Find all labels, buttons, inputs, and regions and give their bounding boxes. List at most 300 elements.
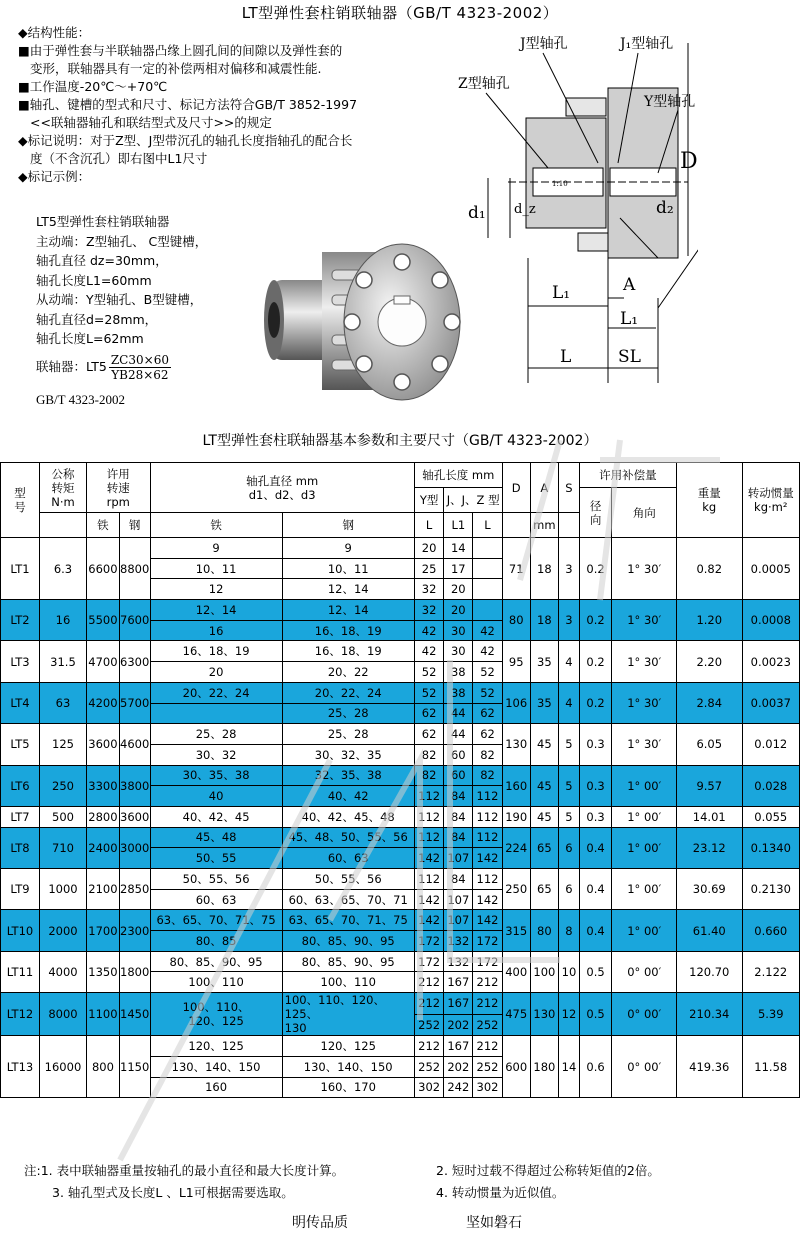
header-L1: L1 [444, 513, 473, 538]
cell-length-L1: 107 [444, 910, 473, 931]
cell-diam-steel: 25、28 [282, 703, 414, 724]
table-row [1, 827, 800, 848]
cell-diam-steel: 16、18、19 [282, 620, 414, 641]
cell-length-L2: 252 [473, 1056, 503, 1077]
cell-length-L1: 107 [444, 889, 473, 910]
cell-speed-iron: 2800 [87, 806, 120, 827]
features-line: ■轴孔、键槽的型式和尺寸、标记方法符合GB/T 3852-1997 [18, 97, 358, 112]
marking-top: ZC30×60 [110, 352, 169, 367]
header-weight [676, 463, 742, 538]
cell-speed-iron: 1100 [87, 993, 120, 1036]
cell-torque: 250 [39, 765, 86, 806]
cell-length-L: 252 [414, 1056, 444, 1077]
cell-length-L: 142 [414, 848, 444, 869]
label-A: A [623, 275, 636, 295]
cell-diam-steel: 160、170 [282, 1077, 414, 1098]
footer-slogan-left: 明传品质 [292, 1215, 348, 1231]
cell-angular: 0° 00′ [612, 1036, 677, 1098]
cell-speed-steel: 3800 [119, 765, 150, 806]
cell-diam-iron: 50、55、56 [150, 869, 282, 890]
label-j-bore: J型轴孔 [520, 36, 568, 52]
cell-model: LT6 [1, 765, 40, 806]
cell-length-L: 82 [414, 744, 444, 765]
cell-length-L2: 52 [473, 682, 503, 703]
cell-inertia: 0.0008 [742, 600, 799, 641]
cell-length-L1: 107 [444, 848, 473, 869]
cell-angular: 1° 30′ [612, 682, 677, 723]
cell-radial: 0.3 [579, 724, 612, 765]
cell-angular: 1° 00′ [612, 869, 677, 910]
header-bore-length: 轴孔长度 mm [414, 463, 502, 488]
cell-weight: 120.70 [676, 951, 742, 992]
cell-diam-iron: 100、110 [150, 972, 282, 993]
cell-length-L2: 172 [473, 951, 503, 972]
cell-S: 5 [559, 724, 579, 765]
header-diam-steel: 钢 [282, 513, 414, 538]
label-L1-a: L₁ [552, 283, 571, 303]
cell-angular: 1° 30′ [612, 641, 677, 682]
cell-weight: 0.82 [676, 538, 742, 600]
label-z-bore: Z型轴孔 [458, 76, 510, 92]
label-d2: d₂ [656, 198, 674, 218]
cell-A: 180 [530, 1036, 559, 1098]
cell-radial: 0.2 [579, 538, 612, 600]
table-title: LT型弹性套柱联轴器基本参数和主要尺寸（GB/T 4323-2002） [202, 433, 598, 449]
cell-diam-iron: 9 [150, 538, 282, 559]
cell-length-L2: 62 [473, 724, 503, 745]
cell-radial: 0.2 [579, 682, 612, 723]
cell-speed-iron: 4700 [87, 641, 120, 682]
cell-inertia: 0.0005 [742, 538, 799, 600]
cell-D: 250 [502, 869, 530, 910]
footer-slogan-right: 坚如磐石 [466, 1215, 522, 1231]
cell-length-L: 112 [414, 786, 444, 807]
standard-code: GB/T 4323-2002 [36, 392, 125, 407]
header-inertia-label: 转动惯量 [747, 486, 794, 500]
header-weight-label: 重量 [697, 486, 721, 500]
features-line: 度（不含沉孔）即右图中L1尺寸 [30, 151, 208, 166]
label-SL: SL [618, 347, 641, 367]
cell-diam-iron: 130、140、150 [150, 1056, 282, 1077]
cell-diam-iron: 25、28 [150, 724, 282, 745]
cell-radial: 0.4 [579, 910, 612, 951]
note-1: 注:1. 表中联轴器重量按轴孔的最小直径和最大长度计算。 [24, 1163, 345, 1178]
example-line: 轴孔直径d=28mm， [36, 311, 158, 327]
cell-S: 5 [559, 765, 579, 806]
cell-diam-steel: 45、48、50、55、56 [282, 827, 414, 848]
cell-angular: 1° 30′ [612, 538, 677, 600]
marking-bottom: YB28×62 [111, 367, 169, 382]
cell-model: LT8 [1, 827, 40, 868]
cell-length-L1: 17 [444, 558, 473, 579]
cell-length-L: 142 [414, 910, 444, 931]
header-radial [579, 488, 612, 538]
cell-diam-steel: 100、110 [282, 972, 414, 993]
cell-length-L2: 172 [473, 931, 503, 952]
cell-diam-steel: 80、85、90、95 [282, 951, 414, 972]
cell-speed-iron: 4200 [87, 682, 120, 723]
cell-length-L1: 84 [444, 806, 473, 827]
cell-inertia: 0.055 [742, 806, 799, 827]
features-line: ■由于弹性套与半联轴器凸缘上圆孔间的间隙以及弹性套的 [18, 43, 343, 58]
cell-length-L: 82 [414, 765, 444, 786]
cell-A: 45 [530, 724, 559, 765]
cell-speed-iron: 1350 [87, 951, 120, 992]
cell-A: 130 [530, 993, 559, 1036]
header-y-type: Y型 [414, 488, 444, 513]
cell-diam-iron: 10、11 [150, 558, 282, 579]
cell-torque: 710 [39, 827, 86, 868]
cell-A: 35 [530, 641, 559, 682]
cell-torque: 125 [39, 724, 86, 765]
features-line: ◆标记示例： [18, 169, 91, 184]
cell-radial: 0.3 [579, 806, 612, 827]
cell-diam-steel: 12、14 [282, 600, 414, 621]
cell-weight: 6.05 [676, 724, 742, 765]
cell-speed-steel: 3600 [119, 806, 150, 827]
cell-length-L2: 112 [473, 869, 503, 890]
cell-weight: 2.20 [676, 641, 742, 682]
cell-speed-steel: 7600 [119, 600, 150, 641]
header-L: L [414, 513, 444, 538]
example-line: 轴孔长度L1=60mm [36, 272, 152, 288]
table-row [1, 869, 800, 890]
cell-D: 190 [502, 806, 530, 827]
cell-diam-iron: 12 [150, 579, 282, 600]
cell-length-L: 62 [414, 724, 444, 745]
label-L1-b: L₁ [620, 309, 639, 329]
header-model [1, 463, 40, 538]
cell-speed-iron: 3600 [87, 724, 120, 765]
note-4: 4. 转动惯量为近似值。 [436, 1185, 565, 1200]
cell-length-L: 42 [414, 641, 444, 662]
cell-weight: 2.84 [676, 682, 742, 723]
cell-length-L2: 142 [473, 889, 503, 910]
header-jz-type: J、J、Z 型 [444, 488, 502, 513]
cell-diam-steel: 130、140、150 [282, 1056, 414, 1077]
cell-diam-iron: 80、85 [150, 931, 282, 952]
notes-row [24, 1182, 784, 1204]
cell-diam-steel: 63、65、70、71、75 [282, 910, 414, 931]
example-line: LT5型弹性套柱销联轴器 [36, 214, 170, 229]
cell-speed-steel: 2300 [119, 910, 150, 951]
cell-length-L: 302 [414, 1077, 444, 1098]
cell-length-L: 62 [414, 703, 444, 724]
cell-length-L2: 112 [473, 786, 503, 807]
cell-diam-steel: 40、42、45、48 [282, 806, 414, 827]
cell-length-L1: 60 [444, 765, 473, 786]
cell-diam-steel: 10、11 [282, 558, 414, 579]
header-A-unit: mm [530, 513, 559, 538]
cell-diam-steel: 12、14 [282, 579, 414, 600]
cell-length-L: 212 [414, 972, 444, 993]
features-line: ◆标记说明：对于Z型、J型带沉孔的轴孔长度指轴孔的配合长 [18, 133, 353, 148]
header-compensation: 许用补偿量 [579, 463, 676, 488]
cell-diam-steel: 60、63 [282, 848, 414, 869]
cell-length-L1: 60 [444, 744, 473, 765]
cell-S: 12 [559, 993, 579, 1036]
note-2: 2. 短时过载不得超过公称转矩值的2倍。 [436, 1163, 660, 1178]
label-y-bore: Y型轴孔 [644, 94, 696, 110]
header-torque-label: 公称转矩 [51, 466, 75, 495]
cell-length-L: 112 [414, 827, 444, 848]
cell-length-L1: 167 [444, 972, 473, 993]
cell-model: LT13 [1, 1036, 40, 1098]
cell-length-L: 52 [414, 662, 444, 683]
notes-row [24, 1160, 784, 1182]
coupling-section-drawing [448, 28, 698, 388]
cell-D: 475 [502, 993, 530, 1036]
cell-A: 18 [530, 538, 559, 600]
cell-diam-iron: 12、14 [150, 600, 282, 621]
cell-angular: 1° 00′ [612, 827, 677, 868]
cell-speed-steel: 6300 [119, 641, 150, 682]
cell-A: 18 [530, 600, 559, 641]
header-inertia-unit: kg·m² [754, 500, 788, 514]
cell-speed-iron: 3300 [87, 765, 120, 806]
table-row [1, 600, 800, 621]
cell-inertia: 5.39 [742, 993, 799, 1036]
header-speed-steel: 钢 [119, 513, 150, 538]
cell-radial: 0.4 [579, 827, 612, 868]
label-L: L [560, 347, 572, 367]
cell-weight: 9.57 [676, 765, 742, 806]
cell-S: 3 [559, 538, 579, 600]
cell-diam-iron: 16 [150, 620, 282, 641]
cell-length-L1: 132 [444, 951, 473, 972]
cell-length-L1: 167 [444, 993, 473, 1015]
cell-speed-iron: 1700 [87, 910, 120, 951]
cell-diam-steel: 40、42 [282, 786, 414, 807]
cell-model: LT4 [1, 682, 40, 723]
cell-length-L: 112 [414, 806, 444, 827]
cell-angular: 1° 30′ [612, 600, 677, 641]
header-bore-diameter-label: 轴孔直径 mm [246, 473, 319, 488]
cell-length-L2: 62 [473, 703, 503, 724]
table-row [1, 910, 800, 931]
cell-length-L2: 112 [473, 827, 503, 848]
cell-diam-steel: 100、110、120、125、 130 [282, 993, 414, 1036]
cell-diam-iron: 63、65、70、71、75 [150, 910, 282, 931]
cell-diam-iron: 20 [150, 662, 282, 683]
cell-diam-steel: 60、63、65、70、71 [282, 889, 414, 910]
cell-length-L2: 82 [473, 744, 503, 765]
cell-radial: 0.3 [579, 765, 612, 806]
cell-diam-iron: 100、110、 120、125 [150, 993, 282, 1036]
cell-length-L1: 84 [444, 827, 473, 848]
cell-length-L: 112 [414, 869, 444, 890]
header-L2: L [473, 513, 503, 538]
cell-length-L2: 212 [473, 972, 503, 993]
header-radial-label: 径向 [589, 498, 602, 527]
cell-D: 400 [502, 951, 530, 992]
cell-model: LT5 [1, 724, 40, 765]
cell-model: LT12 [1, 993, 40, 1036]
cell-S: 10 [559, 951, 579, 992]
cell-diam-steel: 50、55、56 [282, 869, 414, 890]
cell-length-L1: 44 [444, 703, 473, 724]
cell-angular: 1° 30′ [612, 724, 677, 765]
example-line: 从动端：Y型轴孔、B型键槽， [36, 292, 203, 307]
cell-D: 130 [502, 724, 530, 765]
cell-length-L2: 302 [473, 1077, 503, 1098]
cell-length-L2: 142 [473, 848, 503, 869]
cell-angular: 0° 00′ [612, 951, 677, 992]
cell-inertia: 0.0037 [742, 682, 799, 723]
cell-weight: 61.40 [676, 910, 742, 951]
cell-speed-iron: 2400 [87, 827, 120, 868]
header-speed-label: 许用转速 [106, 466, 130, 495]
cell-inertia: 0.1340 [742, 827, 799, 868]
cell-S: 8 [559, 910, 579, 951]
cell-weight: 14.01 [676, 806, 742, 827]
cell-torque: 6.3 [39, 538, 86, 600]
cell-diam-steel: 80、85、90、95 [282, 931, 414, 952]
cell-torque: 4000 [39, 951, 86, 992]
cell-torque: 31.5 [39, 641, 86, 682]
header-S: S [559, 463, 579, 513]
label-D: D [680, 149, 698, 174]
cell-A: 35 [530, 682, 559, 723]
features-block [18, 24, 438, 186]
cell-radial: 0.2 [579, 600, 612, 641]
cell-length-L1: 44 [444, 724, 473, 745]
cell-speed-iron: 5500 [87, 600, 120, 641]
cell-model: LT3 [1, 641, 40, 682]
cell-diam-iron [150, 703, 282, 724]
header-torque-unit: N·m [51, 494, 75, 509]
cell-length-L1: 132 [444, 931, 473, 952]
marking-fraction [109, 353, 171, 382]
cell-S: 6 [559, 827, 579, 868]
marking-formula [36, 353, 276, 382]
header-D-blank [502, 513, 530, 538]
cell-length-L2: 52 [473, 662, 503, 683]
cell-length-L2: 212 [473, 1036, 503, 1057]
cell-diam-iron: 40 [150, 786, 282, 807]
cell-length-L: 172 [414, 951, 444, 972]
cell-inertia: 0.660 [742, 910, 799, 951]
cell-model: LT2 [1, 600, 40, 641]
cell-speed-steel: 1150 [119, 1036, 150, 1098]
cell-length-L1: 30 [444, 641, 473, 662]
cell-diam-iron: 30、35、38 [150, 765, 282, 786]
header-speed [87, 463, 150, 513]
cell-length-L1: 38 [444, 662, 473, 683]
cell-length-L1: 84 [444, 786, 473, 807]
cell-inertia: 0.2130 [742, 869, 799, 910]
cell-diam-steel: 120、125 [282, 1036, 414, 1057]
cell-length-L: 32 [414, 579, 444, 600]
header-inertia [742, 463, 799, 538]
cell-length-L1: 30 [444, 620, 473, 641]
cell-length-L1: 20 [444, 579, 473, 600]
header-torque-blank [39, 513, 86, 538]
example-line: 轴孔直径 dz=30mm， [36, 253, 168, 268]
marking-example [36, 212, 276, 382]
features-line: <<联轴器轴孔和联结型式及尺寸>>的规定 [30, 115, 272, 130]
cell-length-L1: 167 [444, 1036, 473, 1057]
table-row [1, 806, 800, 827]
cell-diam-iron: 30、32 [150, 744, 282, 765]
header-speed-iron: 铁 [87, 513, 120, 538]
page-title: LT型弹性套柱销联轴器（GB/T 4323-2002） [241, 4, 559, 22]
cell-length-L1: 38 [444, 682, 473, 703]
cell-angular: 1° 00′ [612, 806, 677, 827]
spec-table [0, 462, 800, 1098]
cell-diam-iron: 80、85、90、95 [150, 951, 282, 972]
cell-diam-iron: 45、48 [150, 827, 282, 848]
header-bore-diameter [150, 463, 414, 513]
label-dz: d_z [514, 202, 536, 217]
cell-speed-steel: 2850 [119, 869, 150, 910]
cell-S: 5 [559, 806, 579, 827]
cell-length-L: 212 [414, 993, 444, 1015]
cell-length-L: 32 [414, 600, 444, 621]
cell-speed-steel: 1800 [119, 951, 150, 992]
cell-D: 71 [502, 538, 530, 600]
cell-diam-steel: 16、18、19 [282, 641, 414, 662]
cell-torque: 2000 [39, 910, 86, 951]
cell-model: LT10 [1, 910, 40, 951]
cell-length-L: 212 [414, 1036, 444, 1057]
cell-A: 80 [530, 910, 559, 951]
cell-S: 3 [559, 600, 579, 641]
cell-length-L: 172 [414, 931, 444, 952]
cell-speed-steel: 5700 [119, 682, 150, 723]
cell-diam-steel: 20、22、24 [282, 682, 414, 703]
features-heading: ◆结构性能： [18, 25, 91, 40]
table-row [1, 641, 800, 662]
cell-A: 65 [530, 827, 559, 868]
cell-inertia: 0.028 [742, 765, 799, 806]
marking-label: 联轴器：LT5 [36, 358, 107, 374]
notes [24, 1160, 784, 1204]
cell-diam-iron: 120、125 [150, 1036, 282, 1057]
cell-inertia: 11.58 [742, 1036, 799, 1098]
header-speed-unit: rpm [106, 494, 130, 509]
header-weight-unit: kg [702, 500, 717, 514]
cell-torque: 500 [39, 806, 86, 827]
cell-length-L2: 42 [473, 620, 503, 641]
cell-length-L1: 242 [444, 1077, 473, 1098]
cell-angular: 0° 00′ [612, 993, 677, 1036]
cell-radial: 0.4 [579, 869, 612, 910]
cell-diam-steel: 9 [282, 538, 414, 559]
cell-length-L: 52 [414, 682, 444, 703]
cell-weight: 419.36 [676, 1036, 742, 1098]
cell-diam-steel: 25、28 [282, 724, 414, 745]
cell-radial: 0.6 [579, 1036, 612, 1098]
cell-speed-iron: 2100 [87, 869, 120, 910]
cell-D: 106 [502, 682, 530, 723]
cell-speed-steel: 4600 [119, 724, 150, 765]
cell-speed-steel: 3000 [119, 827, 150, 868]
cell-diam-iron: 20、22、24 [150, 682, 282, 703]
cell-diam-steel: 20、22 [282, 662, 414, 683]
cell-weight: 210.34 [676, 993, 742, 1036]
cell-A: 45 [530, 806, 559, 827]
cell-A: 45 [530, 765, 559, 806]
cell-length-L1: 202 [444, 1014, 473, 1036]
header-S-blank [559, 513, 579, 538]
cell-length-L2: 112 [473, 806, 503, 827]
header-angular: 角向 [612, 488, 677, 538]
header-torque [39, 463, 86, 513]
cell-angular: 1° 00′ [612, 765, 677, 806]
coupling-product-image [262, 240, 462, 410]
cell-speed-iron: 6600 [87, 538, 120, 600]
